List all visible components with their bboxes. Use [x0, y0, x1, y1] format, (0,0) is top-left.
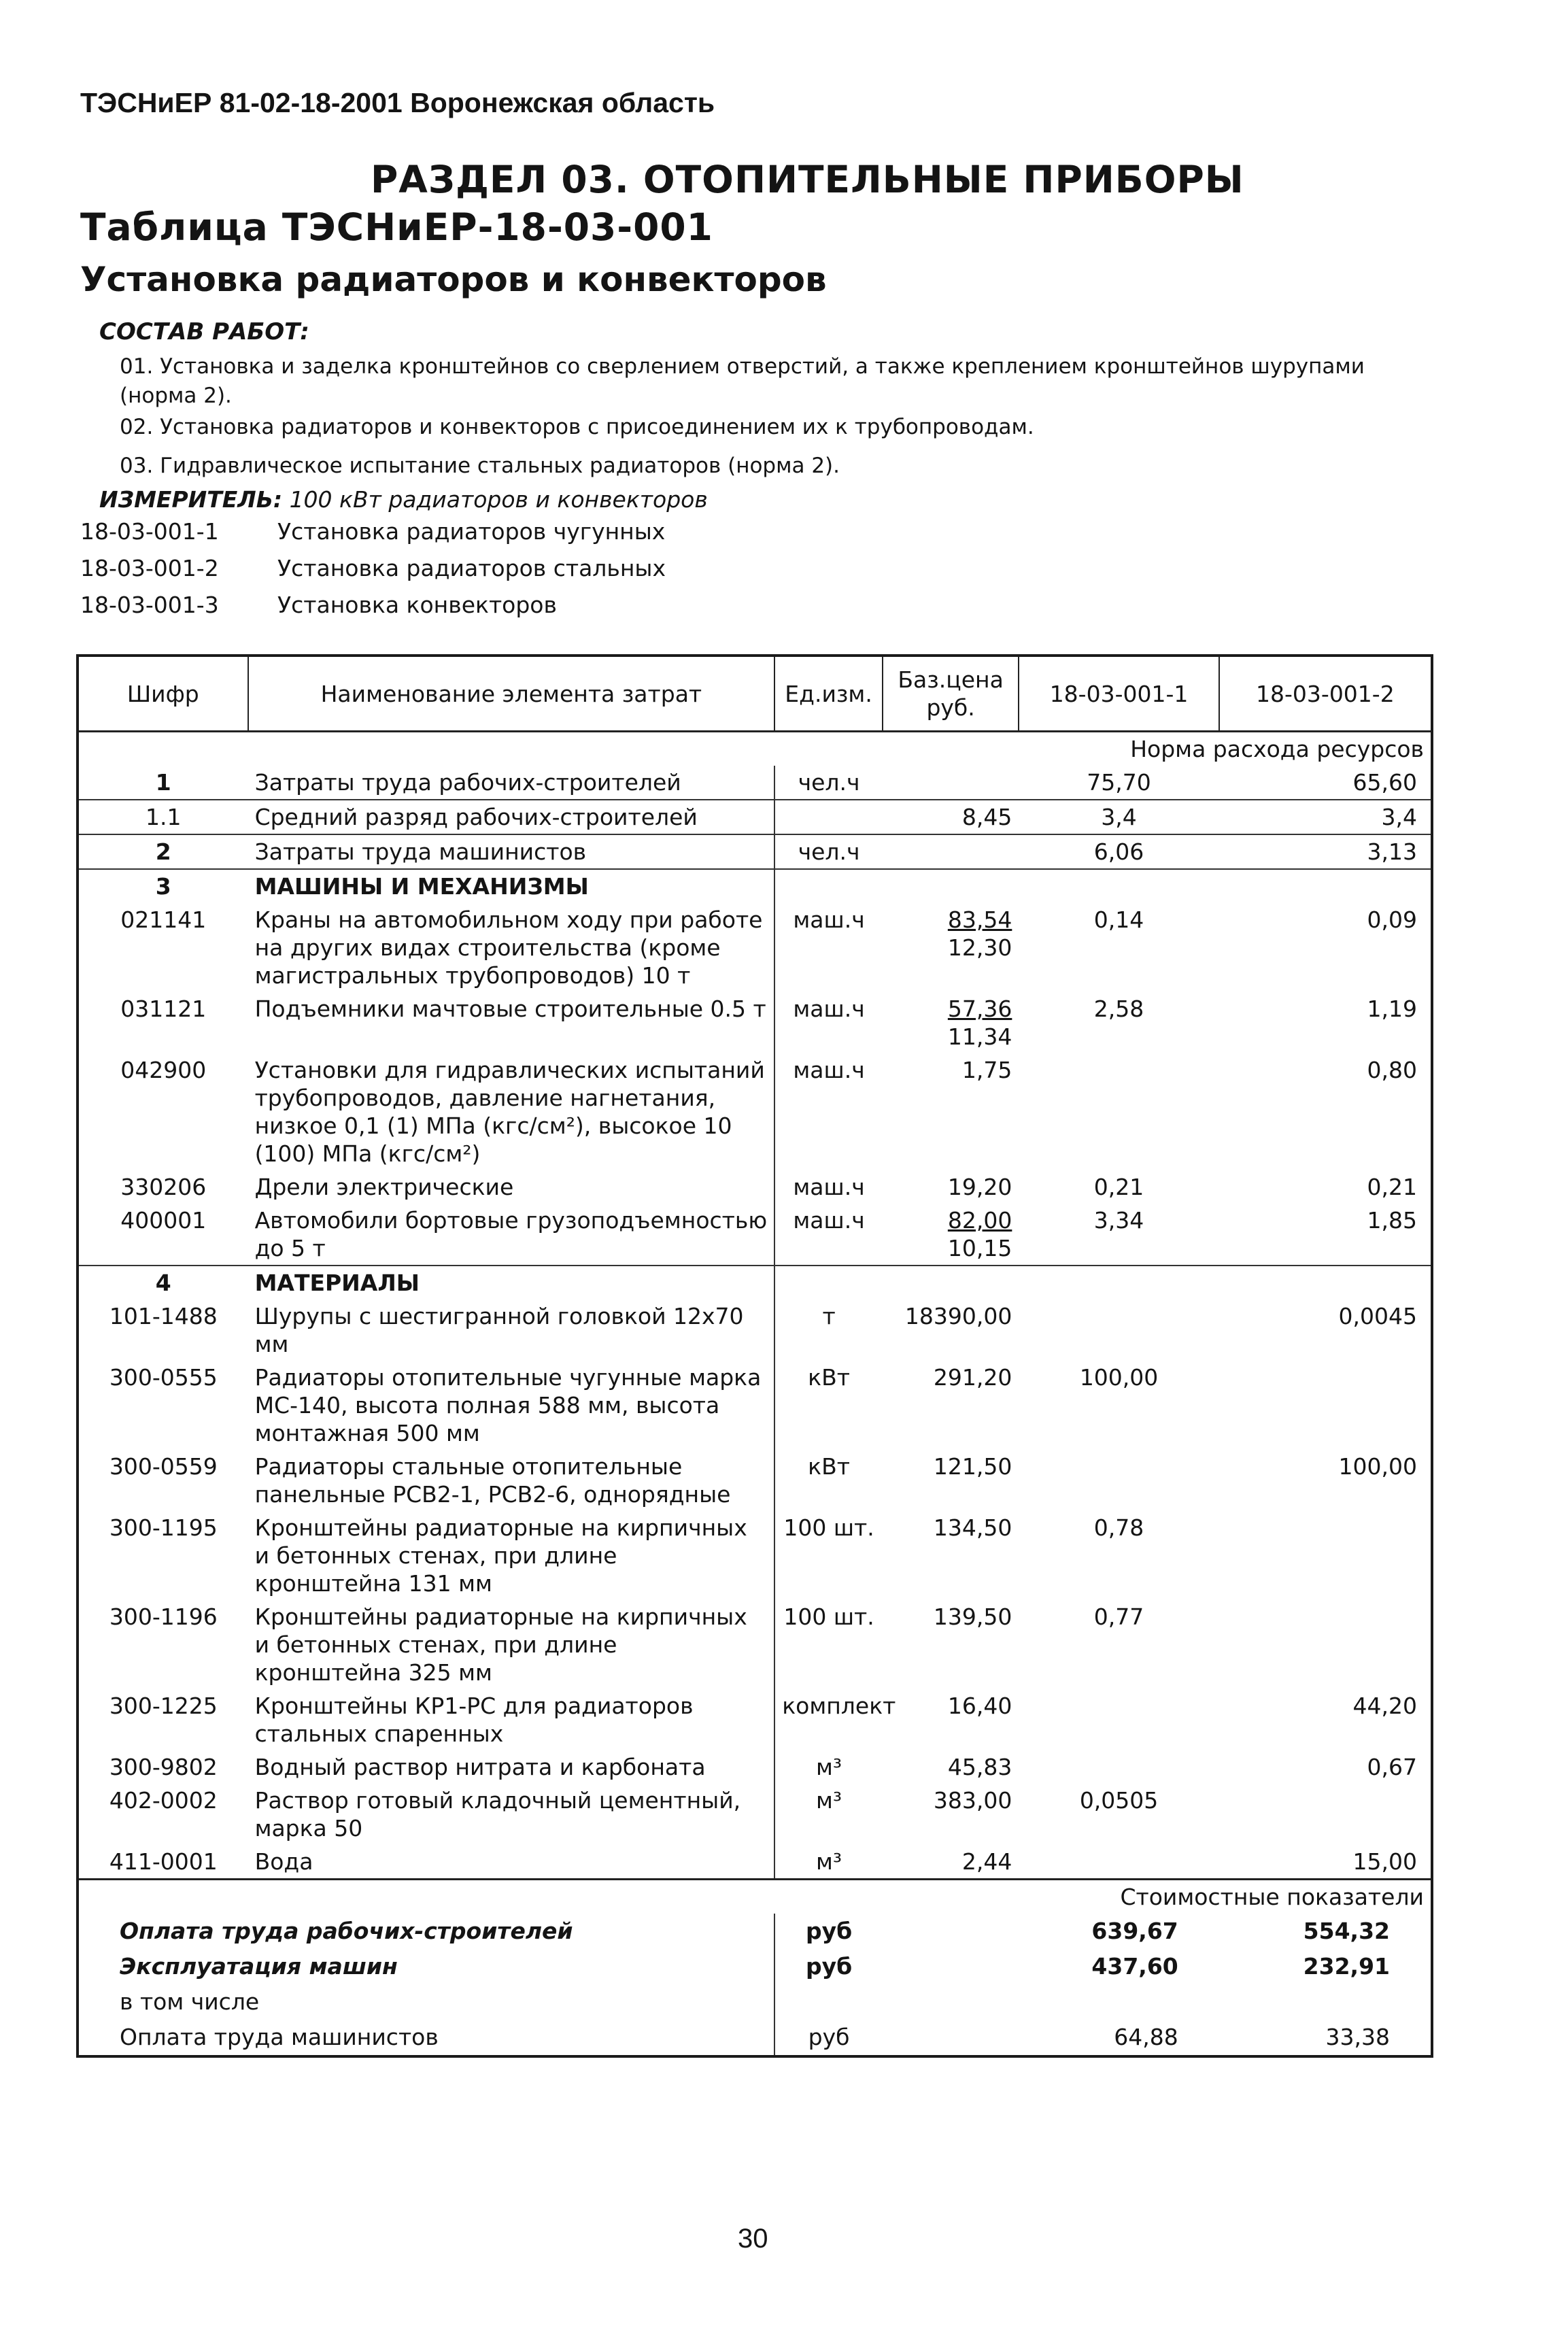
cost-row — [78, 1914, 1432, 1949]
row-price — [883, 1600, 1019, 1689]
measure — [99, 486, 708, 513]
table-header-row — [78, 656, 1432, 732]
row-value-2 — [1219, 1266, 1432, 1300]
row-value-1 — [1019, 1266, 1218, 1300]
row-code: 330206 — [120, 1174, 207, 1200]
table-row — [78, 766, 1432, 800]
price-value: 383,00 — [933, 1787, 1012, 1814]
row-value-2 — [1219, 869, 1432, 903]
cost-name: Оплата труда рабочих-строителей — [78, 1914, 774, 1949]
code-name: Установка конвекторов — [277, 592, 557, 618]
code-list-item — [80, 592, 557, 618]
price-value-machinist: 12,30 — [947, 934, 1012, 961]
row-name: Кронштейны радиаторные на кирпичных и бетонных стенах, при длине кронштейна 325 мм — [248, 1600, 775, 1689]
cost-value-2: 554,32 — [1303, 1918, 1390, 1944]
row-value-2: 0,80 — [1367, 1057, 1417, 1083]
row-code: 1 — [155, 769, 171, 796]
work-item: 02. Установка радиаторов и конвекторов с присоединением их к трубопроводам. — [120, 415, 1034, 439]
cost-value-1 — [1019, 1984, 1218, 2020]
row-value-2: 100,00 — [1338, 1453, 1417, 1480]
row-value-2: 0,21 — [1367, 1174, 1417, 1200]
price-value: 121,50 — [933, 1453, 1012, 1480]
row-name: Вода — [248, 1845, 775, 1880]
cost-name: Оплата труда машинистов — [78, 2020, 774, 2056]
row-unit: маш.ч — [793, 1174, 865, 1200]
measure-value: 100 кВт радиаторов и конвекторов — [289, 486, 708, 513]
row-value-1: 0,77 — [1093, 1603, 1144, 1630]
code: 18-03-001-3 — [80, 592, 219, 618]
price-value: 19,20 — [947, 1174, 1012, 1200]
work-item: 01. Установка и заделка кронштейнов со сверлением отверстий, а также креплением кронштейнов шурупами (норма 2). — [120, 354, 1365, 408]
row-unit: кВт — [808, 1364, 850, 1391]
resource-table — [76, 654, 1433, 2058]
header-cell: Шифр — [78, 656, 248, 732]
row-unit: м³ — [816, 1787, 842, 1814]
cost-value-2 — [1219, 1984, 1432, 2020]
row-unit: т — [822, 1303, 836, 1329]
row-value-2: 3,13 — [1367, 838, 1417, 865]
table-row — [78, 1300, 1432, 1361]
header-cell: 18-03-001-2 — [1219, 656, 1432, 732]
row-price — [883, 1689, 1019, 1750]
price-value: 82,00 — [947, 1207, 1012, 1234]
row-price — [883, 869, 1019, 903]
row-unit: комплект — [782, 1693, 896, 1719]
row-value-1: 0,0505 — [1079, 1787, 1159, 1814]
row-unit: чел.ч — [798, 838, 860, 865]
subtitle: Установка радиаторов и конвекторов — [80, 260, 827, 299]
price-value: 134,50 — [933, 1514, 1012, 1541]
cost-value-2: 33,38 — [1325, 2024, 1390, 2050]
row-name: Краны на автомобильном ходу при работе на других видах строительства (кроме магистральных трубопроводов) 10 т — [248, 903, 775, 992]
cost-name: Эксплуатация машин — [78, 1949, 774, 1984]
header-cell: Баз.цена руб. — [883, 656, 1019, 732]
row-name: Средний разряд рабочих-строителей — [248, 800, 775, 834]
document-header: ТЭСНиЕР 81-02-18-2001 Воронежская область — [80, 87, 715, 118]
cost-row — [78, 2020, 1432, 2056]
header-cell: Наименование элемента затрат — [248, 656, 775, 732]
row-price — [883, 1511, 1019, 1600]
row-unit — [774, 869, 883, 903]
row-code: 300-0555 — [109, 1364, 218, 1391]
code-name: Установка радиаторов чугунных — [277, 518, 666, 545]
price-value: 291,20 — [933, 1364, 1012, 1391]
table-row — [78, 1053, 1432, 1170]
row-value-2: 0,09 — [1367, 906, 1417, 933]
price-value: 57,36 — [947, 996, 1012, 1022]
row-price — [883, 1750, 1019, 1784]
row-code: 2 — [155, 838, 171, 865]
section-title: РАЗДЕЛ 03. ОТОПИТЕЛЬНЫЕ ПРИБОРЫ — [371, 158, 1244, 201]
row-name: МАТЕРИАЛЫ — [248, 1266, 775, 1300]
cost-label: Стоимостные показатели — [78, 1880, 1432, 1914]
table-row — [78, 1600, 1432, 1689]
row-value-1: 3,34 — [1093, 1207, 1144, 1234]
cost-price — [883, 1984, 1019, 2020]
table-row — [78, 1204, 1432, 1266]
cost-price — [883, 2020, 1019, 2056]
row-code: 300-1195 — [109, 1514, 218, 1541]
price-value-machinist: 11,34 — [947, 1023, 1012, 1050]
cost-label-row — [78, 1880, 1432, 1914]
row-price — [883, 1204, 1019, 1266]
row-value-1 — [1019, 1300, 1218, 1361]
row-value-1: 0,78 — [1093, 1514, 1144, 1541]
table-row — [78, 992, 1432, 1053]
row-code: 4 — [155, 1270, 171, 1296]
row-code: 3 — [155, 873, 171, 900]
row-price — [883, 1784, 1019, 1845]
cost-price — [883, 1914, 1019, 1949]
row-code: 1.1 — [146, 804, 182, 830]
table-row — [78, 800, 1432, 834]
row-value-2 — [1219, 1361, 1432, 1450]
row-price — [883, 1845, 1019, 1880]
row-name: Кронштейны КР1-РС для радиаторов стальных спаренных — [248, 1689, 775, 1750]
price-value: 18390,00 — [904, 1303, 1012, 1329]
row-value-2: 3,4 — [1381, 804, 1417, 830]
row-name: Затраты труда машинистов — [248, 834, 775, 869]
row-name: Радиаторы отопительные чугунные марка МС-140, высота полная 588 мм, высота монтажная 500 мм — [248, 1361, 775, 1450]
work-item: 03. Гидравлическое испытание стальных радиаторов (норма 2). — [120, 454, 840, 478]
row-value-1: 2,58 — [1093, 996, 1144, 1022]
row-code: 400001 — [120, 1207, 207, 1234]
price-value: 2,44 — [961, 1848, 1012, 1875]
row-name: Автомобили бортовые грузоподъемностью до 5 т — [248, 1204, 775, 1266]
row-price — [883, 1450, 1019, 1511]
norma-label-row — [78, 732, 1432, 766]
price-value: 1,75 — [961, 1057, 1012, 1083]
row-value-2: 1,19 — [1367, 996, 1417, 1022]
row-price — [883, 766, 1019, 800]
price-value: 16,40 — [947, 1693, 1012, 1719]
cost-price — [883, 1949, 1019, 1984]
row-code: 300-1225 — [109, 1693, 218, 1719]
table-row — [78, 834, 1432, 869]
row-unit — [774, 1266, 883, 1300]
code: 18-03-001-1 — [80, 518, 219, 545]
row-name: Затраты труда рабочих-строителей — [248, 766, 775, 800]
row-value-1: 6,06 — [1093, 838, 1144, 865]
code: 18-03-001-2 — [80, 555, 219, 581]
page-number: 30 — [738, 2224, 768, 2254]
row-unit: м³ — [816, 1848, 842, 1875]
table-row — [78, 1845, 1432, 1880]
price-value-machinist: 10,15 — [947, 1235, 1012, 1261]
cost-row — [78, 1984, 1432, 2020]
row-value-2: 0,67 — [1367, 1754, 1417, 1780]
row-name: МАШИНЫ И МЕХАНИЗМЫ — [248, 869, 775, 903]
row-value-2: 1,85 — [1367, 1207, 1417, 1234]
row-value-1: 3,4 — [1101, 804, 1137, 830]
row-price — [883, 800, 1019, 834]
table-row — [78, 1361, 1432, 1450]
row-value-1 — [1019, 1689, 1218, 1750]
row-value-1 — [1019, 869, 1218, 903]
row-unit: маш.ч — [793, 1207, 865, 1234]
row-name: Подъемники мачтовые строительные 0.5 т — [248, 992, 775, 1053]
row-value-1 — [1019, 1450, 1218, 1511]
row-price — [883, 1053, 1019, 1170]
row-code: 300-1196 — [109, 1603, 218, 1630]
row-name: Раствор готовый кладочный цементный, марка 50 — [248, 1784, 775, 1845]
table-row — [78, 1511, 1432, 1600]
row-unit: 100 шт. — [783, 1514, 874, 1541]
price-value: 45,83 — [947, 1754, 1012, 1780]
table-name: Таблица ТЭСНиЕР-18-03-001 — [80, 205, 713, 249]
row-value-1 — [1019, 1750, 1218, 1784]
row-value-2: 65,60 — [1352, 769, 1417, 796]
row-name: Радиаторы стальные отопительные панельные РСВ2-1, РСВ2-6, однорядные — [248, 1450, 775, 1511]
row-unit: кВт — [808, 1453, 850, 1480]
cost-value-1: 64,88 — [1114, 2024, 1178, 2050]
row-value-1 — [1019, 1053, 1218, 1170]
price-value: 8,45 — [961, 804, 1012, 830]
row-value-2: 0,0045 — [1338, 1303, 1417, 1329]
row-name: Водный раствор нитрата и карбоната — [248, 1750, 775, 1784]
row-value-1: 0,14 — [1093, 906, 1144, 933]
row-value-2 — [1219, 1600, 1432, 1689]
row-price — [883, 992, 1019, 1053]
cost-unit: руб — [808, 2024, 850, 2050]
cost-value-1: 639,67 — [1091, 1918, 1178, 1944]
table-row — [78, 903, 1432, 992]
code-name: Установка радиаторов стальных — [277, 555, 666, 581]
price-value: 83,54 — [947, 906, 1012, 933]
row-price — [883, 1361, 1019, 1450]
row-name: Шурупы с шестигранной головкой 12x70 мм — [248, 1300, 775, 1361]
row-value-1: 100,00 — [1079, 1364, 1159, 1391]
header-cell: Ед.изм. — [774, 656, 883, 732]
cost-row — [78, 1949, 1432, 1984]
row-code: 411-0001 — [109, 1848, 218, 1875]
row-value-2: 44,20 — [1352, 1693, 1417, 1719]
row-code: 042900 — [120, 1057, 207, 1083]
cost-unit — [774, 1984, 883, 2020]
row-value-1: 75,70 — [1087, 769, 1151, 796]
cost-unit: руб — [805, 1918, 853, 1944]
row-price — [883, 834, 1019, 869]
row-unit: 100 шт. — [783, 1603, 874, 1630]
row-price — [883, 1170, 1019, 1204]
table-row — [78, 1750, 1432, 1784]
table-row — [78, 1784, 1432, 1845]
table-row — [78, 1689, 1432, 1750]
cost-value-1: 437,60 — [1091, 1953, 1178, 1980]
cost-unit: руб — [805, 1953, 853, 1980]
table-row — [78, 869, 1432, 903]
row-code: 021141 — [120, 906, 207, 933]
row-unit — [774, 800, 883, 834]
cost-value-2: 232,91 — [1303, 1953, 1390, 1980]
row-code: 031121 — [120, 996, 207, 1022]
cost-name: в том числе — [78, 1984, 774, 2020]
work-composition-label: СОСТАВ РАБОТ: — [99, 318, 309, 345]
row-value-2 — [1219, 1784, 1432, 1845]
header-cell: 18-03-001-1 — [1019, 656, 1218, 732]
row-value-1: 0,21 — [1093, 1174, 1144, 1200]
table-row — [78, 1170, 1432, 1204]
row-code: 300-0559 — [109, 1453, 218, 1480]
row-code: 300-9802 — [109, 1754, 218, 1780]
code-list-item — [80, 555, 666, 581]
table-row — [78, 1450, 1432, 1511]
price-value: 139,50 — [933, 1603, 1012, 1630]
row-unit: маш.ч — [793, 1057, 865, 1083]
row-price — [883, 1300, 1019, 1361]
row-name: Установки для гидравлических испытаний трубопроводов, давление нагнетания, низкое 0,1 (1) МПа (кгс/см²), высокое 10 (100) МПа (кгс/см²) — [248, 1053, 775, 1170]
norma-label: Норма расхода ресурсов — [78, 732, 1432, 766]
row-code: 101-1488 — [109, 1303, 218, 1329]
row-price — [883, 903, 1019, 992]
row-unit: м³ — [816, 1754, 842, 1780]
measure-label: ИЗМЕРИТЕЛЬ: — [99, 486, 283, 513]
row-value-1 — [1019, 1845, 1218, 1880]
row-price — [883, 1266, 1019, 1300]
row-unit: чел.ч — [798, 769, 860, 796]
row-code: 402-0002 — [109, 1787, 218, 1814]
row-unit: маш.ч — [793, 996, 865, 1022]
row-unit: маш.ч — [793, 906, 865, 933]
code-list-item — [80, 518, 665, 545]
row-name: Кронштейны радиаторные на кирпичных и бетонных стенах, при длине кронштейна 131 мм — [248, 1511, 775, 1600]
table-row — [78, 1266, 1432, 1300]
row-name: Дрели электрические — [248, 1170, 775, 1204]
row-value-2 — [1219, 1511, 1432, 1600]
row-value-2: 15,00 — [1352, 1848, 1417, 1875]
